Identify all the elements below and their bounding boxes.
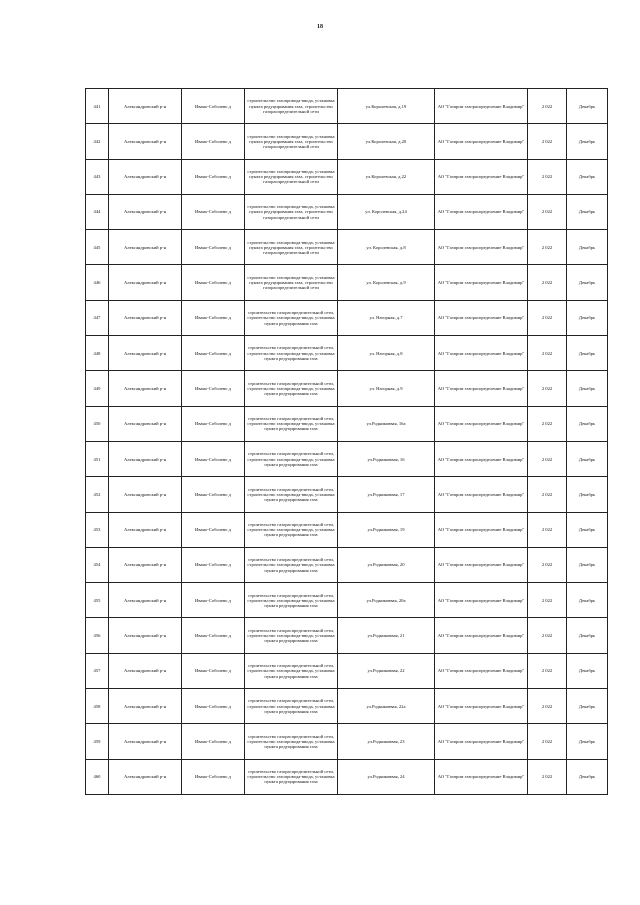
row-number: 452 [86, 477, 109, 512]
table-row [86, 89, 608, 124]
table-row [86, 689, 608, 724]
locality-cell: Ивано-Соболево д [182, 724, 245, 759]
address-cell: ул.Родниковвая, 17 [338, 477, 435, 512]
organization-cell: АО "Газпром газораспределение Владимир" [435, 477, 528, 512]
address-cell: ул.Родниковвая, 20а [338, 583, 435, 618]
table-row [86, 300, 608, 335]
table-row [86, 194, 608, 229]
district-cell: Александровский р-н [109, 441, 182, 476]
address-cell: ул. Королевская, д.9 [338, 265, 435, 300]
month-cell: Декабрь [567, 512, 608, 547]
table-row [86, 583, 608, 618]
work-description-cell: строительство газораспределительной сети, строительство газопровода-ввода, установка пункта редуцирования газа [245, 759, 338, 794]
address-cell: ул. Нагорная, д.9 [338, 371, 435, 406]
work-description-cell: строительство газораспределительной сети, строительство газопровода-ввода, установка пункта редуцирования газа [245, 547, 338, 582]
organization-cell: АО "Газпром газораспределение Владимир" [435, 653, 528, 688]
row-number: 443 [86, 159, 109, 194]
organization-cell: АО "Газпром газораспределение Владимир" [435, 371, 528, 406]
table-row [86, 759, 608, 794]
district-cell: Александровский р-н [109, 371, 182, 406]
locality-cell: Ивано-Соболево д [182, 547, 245, 582]
organization-cell: АО "Газпром газораспределение Владимир" [435, 89, 528, 124]
work-description-cell: строительство газопровода-ввода, установка пункта редуцирования газа, строительство газораспределительной сети [245, 194, 338, 229]
district-cell: Александровский р-н [109, 547, 182, 582]
locality-cell: Ивано-Соболево д [182, 653, 245, 688]
month-cell: Декабрь [567, 159, 608, 194]
year-cell: 2 022 [528, 689, 567, 724]
month-cell: Декабрь [567, 265, 608, 300]
organization-cell: АО "Газпром газораспределение Владимир" [435, 300, 528, 335]
work-description-cell: строительство газораспределительной сети, строительство газопровода-ввода, установка пункта редуцирования газа [245, 300, 338, 335]
month-cell: Декабрь [567, 653, 608, 688]
organization-cell: АО "Газпром газораспределение Владимир" [435, 441, 528, 476]
row-number: 455 [86, 583, 109, 618]
month-cell: Декабрь [567, 371, 608, 406]
district-cell: Александровский р-н [109, 618, 182, 653]
organization-cell: АО "Газпром газораспределение Владимир" [435, 406, 528, 441]
row-number: 460 [86, 759, 109, 794]
row-number: 459 [86, 724, 109, 759]
locality-cell: Ивано-Соболево д [182, 336, 245, 371]
work-description-cell: строительство газопровода-ввода, установка пункта редуцирования газа, строительство газораспределительной сети [245, 89, 338, 124]
month-cell: Декабрь [567, 300, 608, 335]
month-cell: Декабрь [567, 583, 608, 618]
district-cell: Александровский р-н [109, 124, 182, 159]
locality-cell: Ивано-Соболево д [182, 512, 245, 547]
address-cell: ул.Родниковвая, 20 [338, 547, 435, 582]
row-number: 457 [86, 653, 109, 688]
table-row [86, 618, 608, 653]
district-cell: Александровский р-н [109, 230, 182, 265]
district-cell: Александровский р-н [109, 477, 182, 512]
organization-cell: АО "Газпром газораспределение Владимир" [435, 583, 528, 618]
work-description-cell: строительство газораспределительной сети, строительство газопровода-ввода, установка пункта редуцирования газа [245, 689, 338, 724]
table-row [86, 477, 608, 512]
month-cell: Декабрь [567, 230, 608, 265]
table-row [86, 336, 608, 371]
locality-cell: Ивано-Соболево д [182, 371, 245, 406]
locality-cell: Ивано-Соболево д [182, 618, 245, 653]
organization-cell: АО "Газпром газораспределение Владимир" [435, 759, 528, 794]
district-cell: Александровский р-н [109, 724, 182, 759]
year-cell: 2 022 [528, 441, 567, 476]
work-description-cell: строительство газораспределительной сети, строительство газопровода-ввода, установка пункта редуцирования газа [245, 441, 338, 476]
table-row [86, 406, 608, 441]
month-cell: Декабрь [567, 89, 608, 124]
district-cell: Александровский р-н [109, 159, 182, 194]
address-cell: ул. Королевская, д.24 [338, 194, 435, 229]
row-number: 448 [86, 336, 109, 371]
organization-cell: АО "Газпром газораспределение Владимир" [435, 724, 528, 759]
year-cell: 2 022 [528, 371, 567, 406]
address-cell: ул.Родниковвая, 21 [338, 618, 435, 653]
work-description-cell: строительство газораспределительной сети, строительство газопровода-ввода, установка пункта редуцирования газа [245, 583, 338, 618]
address-cell: ул.Родниковвая, 16а [338, 406, 435, 441]
year-cell: 2 022 [528, 159, 567, 194]
row-number: 449 [86, 371, 109, 406]
address-cell: ул.Родниковвая, 19 [338, 512, 435, 547]
locality-cell: Ивано-Соболево д [182, 300, 245, 335]
organization-cell: АО "Газпром газораспределение Владимир" [435, 230, 528, 265]
row-number: 447 [86, 300, 109, 335]
month-cell: Декабрь [567, 724, 608, 759]
locality-cell: Ивано-Соболево д [182, 89, 245, 124]
year-cell: 2 022 [528, 618, 567, 653]
year-cell: 2 022 [528, 477, 567, 512]
work-description-cell: строительство газораспределительной сети, строительство газопровода-ввода, установка пункта редуцирования газа [245, 406, 338, 441]
district-cell: Александровский р-н [109, 653, 182, 688]
organization-cell: АО "Газпром газораспределение Владимир" [435, 512, 528, 547]
address-cell: ул.Родниковвая, 22 [338, 653, 435, 688]
district-cell: Александровский р-н [109, 583, 182, 618]
month-cell: Декабрь [567, 441, 608, 476]
table-row [86, 441, 608, 476]
month-cell: Декабрь [567, 406, 608, 441]
year-cell: 2 022 [528, 583, 567, 618]
row-number: 453 [86, 512, 109, 547]
year-cell: 2 022 [528, 124, 567, 159]
work-description-cell: строительство газораспределительной сети, строительство газопровода-ввода, установка пункта редуцирования газа [245, 724, 338, 759]
organization-cell: АО "Газпром газораспределение Владимир" [435, 336, 528, 371]
address-cell: ул.Королевская, д.22 [338, 159, 435, 194]
locality-cell: Ивано-Соболево д [182, 583, 245, 618]
month-cell: Декабрь [567, 759, 608, 794]
district-cell: Александровский р-н [109, 689, 182, 724]
table-row [86, 653, 608, 688]
district-cell: Александровский р-н [109, 406, 182, 441]
work-description-cell: строительство газораспределительной сети, строительство газопровода-ввода, установка пункта редуцирования газа [245, 371, 338, 406]
month-cell: Декабрь [567, 336, 608, 371]
year-cell: 2 022 [528, 230, 567, 265]
locality-cell: Ивано-Соболево д [182, 406, 245, 441]
row-number: 454 [86, 547, 109, 582]
locality-cell: Ивано-Соболево д [182, 441, 245, 476]
row-number: 456 [86, 618, 109, 653]
organization-cell: АО "Газпром газораспределение Владимир" [435, 689, 528, 724]
organization-cell: АО "Газпром газораспределение Владимир" [435, 194, 528, 229]
locality-cell: Ивано-Соболево д [182, 477, 245, 512]
row-number: 445 [86, 230, 109, 265]
month-cell: Декабрь [567, 689, 608, 724]
organization-cell: АО "Газпром газораспределение Владимир" [435, 159, 528, 194]
year-cell: 2 022 [528, 653, 567, 688]
table-row [86, 230, 608, 265]
row-number: 442 [86, 124, 109, 159]
year-cell: 2 022 [528, 194, 567, 229]
month-cell: Декабрь [567, 618, 608, 653]
table-row [86, 547, 608, 582]
row-number: 444 [86, 194, 109, 229]
year-cell: 2 022 [528, 724, 567, 759]
address-cell: ул.Родниковвая, 23 [338, 724, 435, 759]
row-number: 458 [86, 689, 109, 724]
locality-cell: Ивано-Соболево д [182, 159, 245, 194]
district-cell: Александровский р-н [109, 194, 182, 229]
work-description-cell: строительство газораспределительной сети, строительство газопровода-ввода, установка пункта редуцирования газа [245, 477, 338, 512]
year-cell: 2 022 [528, 547, 567, 582]
organization-cell: АО "Газпром газораспределение Владимир" [435, 124, 528, 159]
district-cell: Александровский р-н [109, 265, 182, 300]
row-number: 451 [86, 441, 109, 476]
row-number: 450 [86, 406, 109, 441]
address-cell: ул.Родниковвая, 24 [338, 759, 435, 794]
address-cell: ул.Королевская, д.20 [338, 124, 435, 159]
month-cell: Декабрь [567, 194, 608, 229]
works-table [85, 88, 608, 795]
district-cell: Александровский р-н [109, 89, 182, 124]
district-cell: Александровский р-н [109, 759, 182, 794]
table-row [86, 124, 608, 159]
organization-cell: АО "Газпром газораспределение Владимир" [435, 265, 528, 300]
work-description-cell: строительство газопровода-ввода, установка пункта редуцирования газа, строительство газораспределительной сети [245, 124, 338, 159]
locality-cell: Ивано-Соболево д [182, 689, 245, 724]
year-cell: 2 022 [528, 336, 567, 371]
work-description-cell: строительство газопровода-ввода, установка пункта редуцирования газа, строительство газораспределительной сети [245, 159, 338, 194]
locality-cell: Ивано-Соболево д [182, 194, 245, 229]
table-row [86, 724, 608, 759]
year-cell: 2 022 [528, 759, 567, 794]
month-cell: Декабрь [567, 124, 608, 159]
address-cell: ул.Родниковвая, 22а [338, 689, 435, 724]
table-row [86, 159, 608, 194]
organization-cell: АО "Газпром газораспределение Владимир" [435, 547, 528, 582]
address-cell: ул. Королевская, д.8 [338, 230, 435, 265]
district-cell: Александровский р-н [109, 336, 182, 371]
year-cell: 2 022 [528, 406, 567, 441]
month-cell: Декабрь [567, 477, 608, 512]
work-description-cell: строительство газопровода-ввода, установка пункта редуцирования газа, строительство газораспределительной сети [245, 230, 338, 265]
year-cell: 2 022 [528, 265, 567, 300]
works-table-body [86, 89, 608, 795]
work-description-cell: строительство газораспределительной сети, строительство газопровода-ввода, установка пункта редуцирования газа [245, 618, 338, 653]
table-row [86, 371, 608, 406]
district-cell: Александровский р-н [109, 512, 182, 547]
month-cell: Декабрь [567, 547, 608, 582]
page-number: 18 [317, 24, 323, 30]
row-number: 441 [86, 89, 109, 124]
locality-cell: Ивано-Соболево д [182, 230, 245, 265]
year-cell: 2 022 [528, 89, 567, 124]
row-number: 446 [86, 265, 109, 300]
organization-cell: АО "Газпром газораспределение Владимир" [435, 618, 528, 653]
locality-cell: Ивано-Соболево д [182, 124, 245, 159]
work-description-cell: строительство газораспределительной сети, строительство газопровода-ввода, установка пункта редуцирования газа [245, 653, 338, 688]
work-description-cell: строительство газопровода-ввода, установка пункта редуцирования газа, строительство газораспределительной сети [245, 265, 338, 300]
work-description-cell: строительство газораспределительной сети, строительство газопровода-ввода, установка пункта редуцирования газа [245, 336, 338, 371]
locality-cell: Ивано-Соболево д [182, 265, 245, 300]
locality-cell: Ивано-Соболево д [182, 759, 245, 794]
table-row [86, 265, 608, 300]
table-row [86, 512, 608, 547]
address-cell: ул.Родниковвая, 16 [338, 441, 435, 476]
year-cell: 2 022 [528, 512, 567, 547]
district-cell: Александровский р-н [109, 300, 182, 335]
address-cell: ул.Королевская, д.19 [338, 89, 435, 124]
address-cell: ул. Нагорная, д.8 [338, 336, 435, 371]
work-description-cell: строительство газораспределительной сети, строительство газопровода-ввода, установка пункта редуцирования газа [245, 512, 338, 547]
address-cell: ул. Нагорная, д.7 [338, 300, 435, 335]
year-cell: 2 022 [528, 300, 567, 335]
